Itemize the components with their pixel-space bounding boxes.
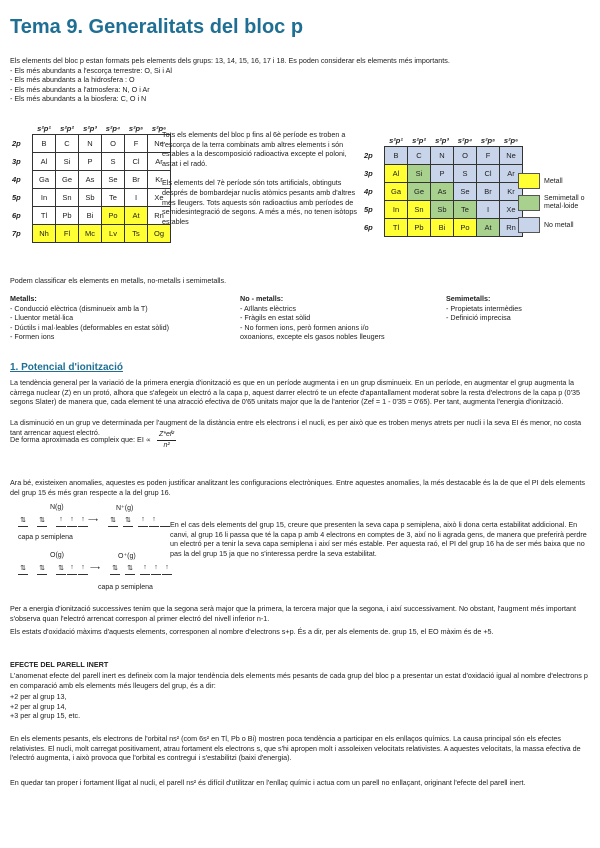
legend-swatch: [518, 173, 540, 189]
element-cell: Br: [477, 183, 500, 201]
orbital-box: ⇅: [37, 516, 47, 527]
orbital-box: ↑: [78, 516, 88, 527]
row-label: 5p: [364, 205, 373, 214]
element-cell: Te: [102, 189, 125, 207]
element-cell: Cl: [125, 153, 148, 171]
middle-paragraph-2: Els elements del 7è període són tots artificials, obtinguts després de bombardejar nuclis atòmics pesants amb d'altres més lleugers. Tots aquests són radioactius amb períodes de semidesintegració de segons. A més a més, no tenen isòtops estables: [162, 178, 357, 226]
element-cell: Fl: [56, 225, 79, 243]
orbital-box: ⇅: [18, 516, 28, 527]
legend-item-nometall: No metall: [518, 214, 594, 236]
metalls-line: - Formen ions: [10, 332, 55, 342]
element-cell: Ga: [385, 183, 408, 201]
row-label: 6p: [364, 223, 373, 232]
element-cell: At: [477, 219, 500, 237]
element-cell: In: [385, 201, 408, 219]
formula-denominator: n²: [163, 441, 170, 449]
o-ion-orbitals: [110, 564, 173, 575]
intro-line: - Els més abundants a l'escorça terrestre: O, Si i Al: [10, 65, 172, 75]
column-header: s²p¹: [389, 135, 403, 145]
element-cell: Ge: [56, 171, 79, 189]
ionization-paragraph-4: Per a energia d'ionització successives tenim que la segona serà major que la primera, la tercera major que la segona, i així successivament. No obstant, l'augment més important s'observa quan l'electró arrencat correspon al primer electró del nivell inferior n-1.: [10, 604, 577, 623]
column-header: s²p⁶: [503, 135, 519, 145]
orbital-box: ↑: [138, 516, 148, 527]
element-cell: Pb: [56, 207, 79, 225]
inert-list-item: +3 per al grup 15, etc.: [10, 711, 81, 721]
metalls-line: - Conducció elèctrica (disminueix amb la T): [10, 303, 148, 313]
column-header: s²p⁴: [105, 123, 121, 133]
element-cell: Kr: [500, 183, 523, 201]
table-row: [10, 207, 171, 225]
n-atom-label: N(g): [50, 504, 64, 511]
periodic-table-left: [10, 122, 171, 243]
formula-numerator: Z*ef²: [157, 430, 176, 441]
orbital-box: ⇅: [110, 564, 120, 575]
arrow-icon: ⟶: [88, 517, 99, 524]
element-cell: Xe: [500, 201, 523, 219]
o-atom-orbitals: [18, 564, 89, 575]
semimetalls-title: Semimetalls:: [446, 294, 491, 303]
column-header: s²p¹: [37, 123, 51, 133]
table-row: [10, 189, 171, 207]
element-cell: S: [102, 153, 125, 171]
table-row: [10, 171, 171, 189]
element-cell: F: [477, 147, 500, 165]
element-cell: Bi: [431, 219, 454, 237]
table-legend: [518, 170, 594, 236]
table-row: [10, 135, 171, 153]
section-heading-ionization: 1. Potencial d'ionització: [10, 362, 123, 373]
nometalls-line: - Fràgils en estat sòlid: [240, 313, 311, 323]
orbital-box: ⇅: [18, 564, 28, 575]
table-row: [10, 225, 171, 243]
table-row: [10, 153, 171, 171]
legend-item-metall: Metall: [518, 170, 594, 192]
row-label: 2p: [364, 151, 373, 160]
orbital-box: ↑: [56, 516, 66, 527]
nometalls-line: - No formen ions, però formen anions i/o: [240, 322, 369, 332]
metalls-column: [10, 294, 230, 342]
element-cell: I: [125, 189, 148, 207]
nometalls-line: - Aïllants elèctrics: [240, 303, 296, 313]
ionization-paragraph-5: Els estats d'oxidació màxims d'aquests elements, corresponen al nombre d'electrons s+p. És a dir, per als elements de. grup 15, el EO màxim és de +5.: [10, 627, 494, 636]
periodic-table-right: [362, 134, 523, 237]
table-row: [362, 201, 523, 219]
orbital-box: ↑: [149, 516, 159, 527]
semimetalls-line: - Definició imprecisa: [446, 313, 511, 323]
column-header: s²p⁶: [151, 123, 167, 133]
element-cell: N: [431, 147, 454, 165]
intro-text: [10, 56, 592, 104]
element-cell: Mc: [79, 225, 102, 243]
element-cell: At: [125, 207, 148, 225]
nometalls-column: [240, 294, 440, 342]
table-corner: [10, 122, 33, 135]
orbital-box: ⇅: [56, 564, 66, 575]
element-cell: Ga: [33, 171, 56, 189]
nometalls-line: oxoanions, excepte els gasos nobles lleugers: [240, 332, 385, 342]
inert-paragraph-3: En quedar tan proper i fortament lligat al nucli, el parell ns² és difícil d'utilitzar en l'enllaç químic i actua com un parell no enllaçant, originant l'efecte del parell inert.: [10, 778, 526, 787]
metalls-line: - Dúctils i mal·leables (deformables en estat sòlid): [10, 322, 169, 332]
n-atom-orbitals: [18, 516, 89, 527]
row-label: 4p: [364, 187, 373, 196]
orbital-box: ⇅: [125, 564, 135, 575]
inert-pair-heading: EFECTE DEL PARELL INERT: [10, 660, 109, 669]
formula-line: [10, 432, 310, 448]
orbital-box: ↑: [140, 564, 150, 575]
legend-swatch: [518, 195, 540, 211]
element-cell: Tl: [385, 219, 408, 237]
element-cell: Te: [454, 201, 477, 219]
column-header: s²p³: [435, 135, 449, 145]
element-cell: As: [79, 171, 102, 189]
middle-paragraph-1: Tots els elements del bloc p fins al 6è període es troben a l'escorça de la terra combinats amb altres elements i són estables a la descomposició radioactiva excepte el poloni, astat i el radó.: [162, 130, 347, 168]
element-cell: O: [454, 147, 477, 165]
intro-line: Els elements del bloc p estan formats pels elements dels grups: 13, 14, 15, 16, 17 i 18. Es poden considerar els elements més importants.: [10, 56, 450, 65]
n-ion-orbitals: [108, 516, 171, 527]
o-atom-label: O(g): [50, 552, 64, 559]
element-cell: Si: [408, 165, 431, 183]
inert-paragraph-2: En els elements pesants, els electrons de l'orbital ns² (com 6s² en Tl, Pb o Bi) mostren poca tendència a participar en els enllaços químics. La causa principal són els efectes relativistes. El nucli, molt carregat positivament, atrau fortament els electrons s, que s'hi apropen molt i assoleixen velocitats relativistes. A aquestes velocitats, la massa efectiva de l'electró augmenta, i això provoca que l'orbital es contregui i s'estabilitzi (baixi d'energia).: [10, 734, 581, 763]
element-cell: Nh: [33, 225, 56, 243]
element-cell: Ne: [148, 135, 171, 153]
row-label: 3p: [12, 157, 21, 166]
orbital-box: ⇅: [123, 516, 133, 527]
element-cell: Sb: [79, 189, 102, 207]
element-cell: Si: [56, 153, 79, 171]
formula-label: De forma aproximada es compleix que: EI ∝: [10, 435, 151, 445]
row-label: 2p: [12, 139, 21, 148]
metalls-line: - Lluentor metàl·lica: [10, 313, 74, 323]
inert-list-item: +2 per al grup 14,: [10, 701, 67, 711]
row-label: 7p: [12, 229, 21, 238]
cap-label-2: capa p semiplena: [98, 584, 153, 591]
orbital-box: ↑: [67, 564, 77, 575]
electron-config-diagram: [18, 504, 168, 604]
element-cell: Ts: [125, 225, 148, 243]
element-cell: Og: [148, 225, 171, 243]
element-cell: As: [431, 183, 454, 201]
inert-list: [10, 692, 80, 721]
semimetalls-column: [446, 294, 596, 323]
page-title: Tema 9. Generalitats del bloc p: [10, 16, 304, 38]
element-cell: Se: [102, 171, 125, 189]
element-cell: P: [431, 165, 454, 183]
row-label: 4p: [12, 175, 21, 184]
element-cell: Ne: [500, 147, 523, 165]
element-cell: Tl: [33, 207, 56, 225]
column-header: s²p⁵: [128, 123, 144, 133]
row-label: 5p: [12, 193, 21, 202]
element-cell: Sn: [408, 201, 431, 219]
element-cell: B: [385, 147, 408, 165]
cap-label-1: capa p semiplena: [18, 534, 73, 541]
inert-paragraph-1: L'anomenat efecte del parell inert es defineix com la major tendència dels elements més pesants de cada grup del bloc p a presentar un estat d'oxidació igual al nombre d'electrons p en comparació amb els elements més lleugers del grup, és a dir:: [10, 671, 588, 690]
column-header: s²p²: [60, 123, 74, 133]
table-row: [362, 165, 523, 183]
element-cell: Po: [102, 207, 125, 225]
semimetalls-line: - Propietats intermèdies: [446, 303, 522, 313]
metalls-title: Metalls:: [10, 294, 37, 303]
element-cell: Br: [125, 171, 148, 189]
element-cell: Sb: [431, 201, 454, 219]
element-cell: S: [454, 165, 477, 183]
orbital-box: ↑: [67, 516, 77, 527]
table-row: [362, 183, 523, 201]
element-cell: Al: [385, 165, 408, 183]
element-cell: Al: [33, 153, 56, 171]
element-cell: Rn: [148, 207, 171, 225]
orbital-box: ↑: [151, 564, 161, 575]
element-cell: Bi: [79, 207, 102, 225]
element-cell: C: [408, 147, 431, 165]
element-cell: P: [79, 153, 102, 171]
element-cell: F: [125, 135, 148, 153]
table-row: [362, 219, 523, 237]
element-cell: Ge: [408, 183, 431, 201]
inert-list-item: +2 per al grup 13,: [10, 692, 67, 701]
orbital-box: ↑: [162, 564, 172, 575]
o-ion-label: O⁺(g): [118, 553, 136, 560]
element-cell: Kr: [148, 171, 171, 189]
element-cell: Xe: [148, 189, 171, 207]
element-cell: O: [102, 135, 125, 153]
element-cell: In: [33, 189, 56, 207]
element-cell: Po: [454, 219, 477, 237]
element-cell: N: [79, 135, 102, 153]
orbital-box: ⇅: [37, 564, 47, 575]
anomaly-side-text: En el cas dels elements del grup 15, creure que presenten la seva capa p semiplena, això li dona certa estabilitat addicional. En canvi, al grup 16 li passa que té la capa p amb 4 electrons en comptes de 3, així no li agrada gens, de manera que preferirà perdre un electró per a tenir la seva capa semiplena i així ser més estable. Per aquesta raó, el PI del grup 16 ha de ser més baixa que no pas la del grup 15 ja que no s'interessa perdre la seva estabilitat.: [170, 520, 587, 558]
arrow-icon: ⟶: [90, 565, 101, 572]
element-cell: Ar: [500, 165, 523, 183]
intro-line: - Els més abundants a l'atmosfera: N, O i Ar: [10, 84, 150, 94]
column-header: s²p⁴: [457, 135, 473, 145]
row-label: 6p: [12, 211, 21, 220]
table-row: [362, 147, 523, 165]
element-cell: Ar: [148, 153, 171, 171]
element-cell: Pb: [408, 219, 431, 237]
element-cell: B: [33, 135, 56, 153]
formula-fraction: [157, 430, 176, 450]
ionization-paragraph-3: Ara bé, existeixen anomalies, aquestes es poden justificar analitzant les configuracions electròniques. Entre aquestes anomalies, la més destacable és la de que el PI dels elements del grup 15 és més gran respecte a la del grup 16.: [10, 478, 585, 497]
element-cell: C: [56, 135, 79, 153]
element-cell: Se: [454, 183, 477, 201]
ionization-paragraph-2: La disminució en un grup ve determinada per l'augment de la distància entre els electrons i el nucli, es per això que es troben menys atrets per nucli i la seva EI és menor, no costa tant arrencar aquest electró.: [10, 418, 582, 437]
middle-text: [162, 130, 358, 226]
classify-text: Podem classificar els elements en metalls, no-metalls i semimetalls.: [10, 276, 227, 285]
legend-swatch: [518, 217, 540, 233]
intro-line: - Els més abundants a la biosfera: C, O i N: [10, 94, 147, 104]
orbital-box: ⇅: [108, 516, 118, 527]
element-cell: Lv: [102, 225, 125, 243]
column-header: s²p³: [83, 123, 97, 133]
element-cell: I: [477, 201, 500, 219]
ionization-paragraph-1: La tendència general per la variació de la primera energia d'ionització es que en un període augmenta i en un grup disminueix. En un període, en augmentar el grup augmenta la càrrega nuclear (Z) en un protó, alhora que s'afegeix un electró a la capa p, aquest darrer electró te un efecte d'apantallament moderat sobre la resta d'electrons de la capa p (0'35 segons Slater) de manera que, cada element té una atracció efectiva de 0'65 unitats major que la de l'anterior (Zef = 1 - 0'35 = 0'65). Per tant, augmenta l'energia d'ionització.: [10, 378, 581, 407]
element-cell: Rn: [500, 219, 523, 237]
table-corner: [362, 134, 385, 147]
element-cell: Cl: [477, 165, 500, 183]
orbital-box: [160, 516, 170, 527]
n-ion-label: N⁺(g): [116, 505, 134, 512]
nometalls-title: No - metalls:: [240, 294, 284, 303]
column-header: s²p²: [412, 135, 426, 145]
orbital-box: ↑: [78, 564, 88, 575]
element-cell: Sn: [56, 189, 79, 207]
legend-item-semimetall: Semimetall o metal·loide: [518, 192, 594, 214]
row-label: 3p: [364, 169, 373, 178]
column-header: s²p⁵: [480, 135, 496, 145]
intro-line: - Els més abundants a la hidrosfera : O: [10, 75, 135, 85]
